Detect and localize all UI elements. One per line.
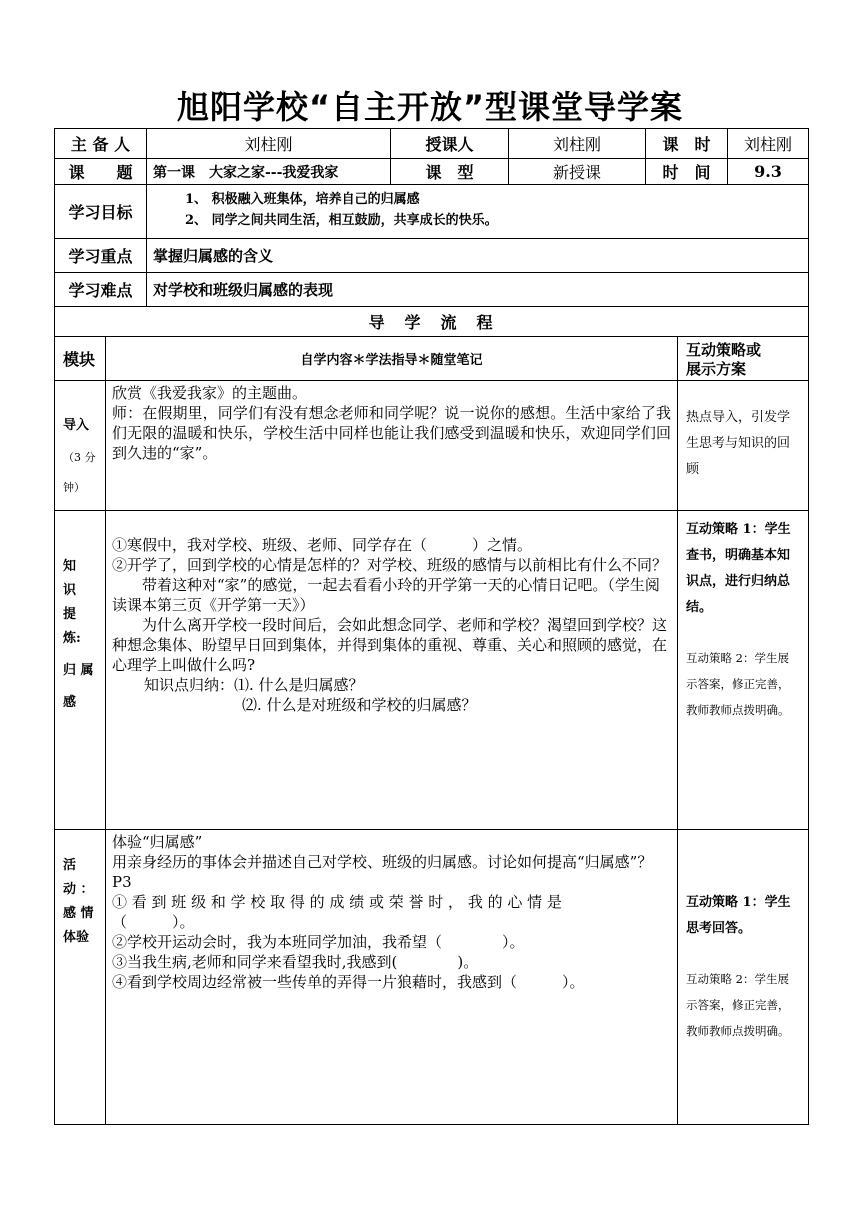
focus-row	[55, 238, 808, 272]
activity-module-char: 感 情	[63, 906, 94, 921]
teacher-value: 刘柱刚	[508, 129, 645, 158]
teacher-label: 授课人	[390, 129, 508, 158]
activity-module-char: 动 ：	[63, 882, 94, 897]
topic-label: 课 题	[68, 163, 133, 182]
intro-line: 欣赏《我爱我家》的主题曲。	[112, 384, 308, 402]
knowledge-module-char: 感	[63, 695, 77, 710]
knowledge-line: ⑵. 什么是对班级和学校的归属感？	[242, 696, 477, 714]
knowledge-content	[105, 511, 677, 829]
module-column-header: 模块	[63, 350, 96, 369]
activity-line: ① 看 到 班 级 和 学 校 取 得 的 成 绩 或 荣 誉 时 ， 我 的 心 情 是	[112, 893, 562, 911]
activity-strategy	[677, 830, 808, 1124]
knowledge-module-char: 提	[63, 607, 77, 622]
activity-line: ②学校开运动会时，我为本班同学加油，我希望（ ）。	[112, 933, 525, 951]
flow-header: 导 学 流 程	[368, 313, 495, 332]
knowledge-module-char: 炼:	[63, 631, 81, 646]
activity-line: ④看到学校周边经常被一些传单的弄得一片狼藉时，我感到（ ）。	[112, 973, 585, 991]
time-value: 9.3	[727, 159, 808, 184]
activity-strategy-1: 互动策略 1：学生思考回答。	[686, 895, 791, 936]
activity-content	[105, 830, 677, 1124]
topic-value: 第一课 大家之家---我爱我家	[146, 159, 390, 184]
goals-label: 学习目标	[68, 203, 133, 222]
time-label: 时 间	[645, 159, 727, 184]
activity-strategy-2: 互动策略 2：学生展示答案，修正完善，教师教师点拨明确。	[686, 972, 790, 1038]
knowledge-row	[55, 510, 808, 829]
preparer-label: 主 备 人	[70, 135, 131, 154]
knowledge-line: 知识点归纳：⑴. 什么是归属感？	[144, 676, 364, 694]
knowledge-strategy-1: 互动策略 1：学生查书，明确基本知识点，进行归纳总结。	[686, 522, 791, 615]
intro-content	[105, 381, 677, 510]
type-label: 课 型	[390, 159, 508, 184]
intro-line: 师：在假期里，同学们有没有想念老师和同学呢？说一说你的感想。生活中家给了我们无限的温暖和快乐，学校生活中同样也能让我们感受到温暖和快乐，欢迎同学们回到久违的“家”。	[112, 404, 671, 462]
activity-module-char: 体验	[63, 930, 90, 945]
knowledge-line: ②开学了，回到学校的心情是怎样的？对学校、班级的感情与以前相比有什么不同？	[112, 556, 668, 574]
knowledge-module-char: 识	[63, 583, 77, 598]
activity-line: 用亲身经历的事体会并描述自己对学校、班级的归属感。讨论如何提高“归属感”？ P3	[112, 853, 653, 891]
strategy-header-line: 互动策略或	[686, 341, 762, 359]
content-column-header: 自学内容＊学法指导＊随堂笔记	[105, 337, 677, 380]
knowledge-line: 为什么离开学校一段时间后，会如此想念同学、老师和学校？渴望回到学校？这种想念集体、盼望早日回到集体，并得到集体的重视、尊重、关心和照顾的感觉，在心理学上叫做什么吗?	[112, 616, 668, 674]
activity-module	[55, 830, 105, 1124]
goals-row	[55, 184, 808, 238]
period-label: 课 时	[645, 129, 727, 158]
flow-header-row	[55, 306, 808, 336]
strategy-column-header	[677, 337, 808, 380]
knowledge-module	[55, 511, 105, 829]
difficulty-text: 对学校和班级归属感的表现	[146, 273, 808, 306]
intro-row	[55, 380, 808, 510]
lesson-plan-table	[54, 128, 809, 1125]
columns-header-row	[55, 336, 808, 380]
activity-line: ③当我生病,老师和同学来看望我时,我感到( )。	[112, 953, 479, 971]
info-row-1	[55, 129, 808, 158]
difficulty-row	[55, 272, 808, 306]
info-row-2	[55, 158, 808, 184]
knowledge-line: 带着这种对“家”的感觉，一起去看看小玲的开学第一天的心情日记吧。（学生阅读课本第三页《开学第一天》）	[112, 576, 660, 614]
knowledge-module-char: 归 属	[63, 663, 94, 678]
intro-duration-unit: 钟）	[63, 481, 85, 494]
knowledge-module-char: 知	[63, 559, 77, 574]
intro-duration: （3 分	[63, 451, 96, 464]
intro-module-label: 导入	[63, 418, 90, 433]
type-value: 新授课	[508, 159, 645, 184]
intro-strategy: 热点导入，引发学生思考与知识的回顾	[677, 381, 808, 510]
page-title: 旭阳学校“自主开放”型课堂导学案	[176, 88, 684, 126]
focus-text: 掌握归属感的含义	[146, 239, 808, 272]
goal-item: 1、 积极融入班集体，培养自己的归属感	[185, 192, 420, 207]
activity-line: 体验“归属感”	[112, 833, 203, 851]
knowledge-line: ①寒假中，我对学校、班级、老师、同学存在（ ）之情。	[112, 536, 533, 554]
knowledge-strategy-2: 互动策略 2：学生展示答案，修正完善，教师教师点拨明确。	[686, 651, 790, 717]
intro-module	[55, 381, 105, 510]
strategy-header-line: 展示方案	[686, 360, 747, 378]
period-value: 刘柱刚	[727, 129, 808, 158]
knowledge-strategy	[677, 511, 808, 829]
activity-row	[55, 829, 808, 1124]
activity-line: （ ）。	[112, 913, 195, 931]
preparer-value: 刘柱刚	[146, 129, 390, 158]
goals-list	[146, 185, 808, 238]
goal-item: 2、 同学之间共同生活，相互鼓励，共享成长的快乐。	[185, 213, 498, 228]
focus-label: 学习重点	[68, 247, 133, 266]
activity-module-char: 活	[63, 858, 77, 873]
difficulty-label: 学习难点	[68, 281, 133, 300]
